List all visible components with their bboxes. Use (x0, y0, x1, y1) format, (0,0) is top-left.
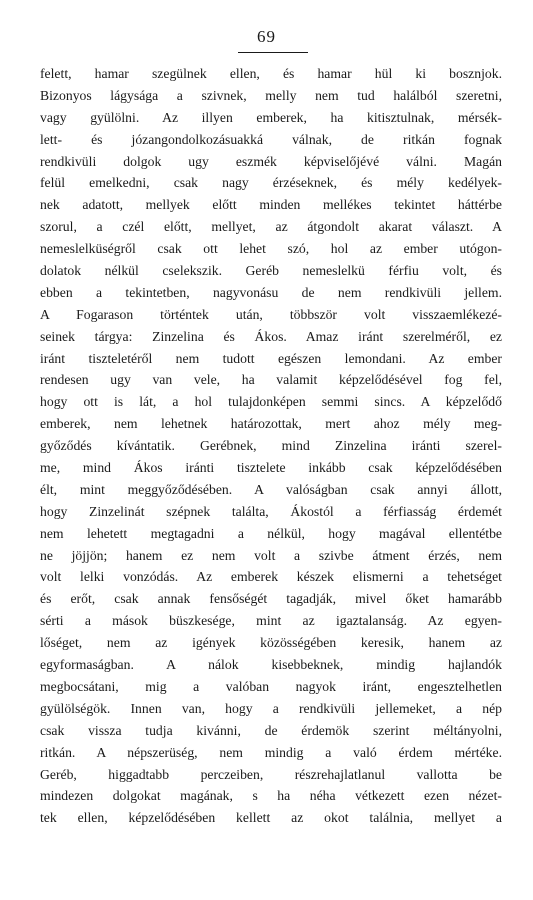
body-text (40, 63, 502, 829)
text-line: hogy Zinzelinát szépnek találta, Ákostól a férfiasság érdemét (40, 503, 502, 519)
text-line: tek ellen, képzelődésében kellett az okot találnia, mellyet a (40, 810, 502, 826)
text-line: mindezen dolgokat magának, s ha néha vétkezett ezen nézet- (40, 788, 502, 804)
text-line: és erőt, csak annak fensőségét tagadják, mivel őket hamarább (40, 591, 502, 607)
text-line: ne jöjjön; hanem ez nem volt a szivbe átment érzés, nem (40, 547, 502, 563)
text-line: hogy ott is lát, a hol tulajdonképen semmi sincs. A képzelődő (40, 394, 502, 410)
text-line: lőséget, nem az igények közösségében keresik, hanem az (40, 635, 502, 651)
text-line: szorul, a czél előtt, mellyet, az átgondolt akarat választ. A (40, 219, 502, 235)
text-line: csak vissza tudja kivánni, de érdemök szerint méltányolni, (40, 722, 502, 738)
text-line: me, mind Ákos iránti tisztelete inkább csak képzelődésében (40, 460, 502, 476)
page-number: 69 (257, 27, 276, 46)
text-line: volt lelki vonzódás. Az emberek készek elismerni a tehetséget (40, 569, 502, 585)
text-line: élt, mint meggyőződésében. A valóságban csak annyi állott, (40, 481, 502, 497)
text-line: ritkán. A népszerüség, nem mindig a való érdem mértéke. (40, 744, 502, 760)
text-line: felett, hamar szegülnek ellen, és hamar hül ki bosznjok. (40, 66, 502, 81)
text-line: dolatok nélkül cselekszik. Geréb nemeslelkü férfiu volt, és (40, 263, 502, 279)
text-line: ebben a tekintetben, nagyvonásu de nem rendkivüli jellem. (40, 284, 502, 300)
text-line: lett- és józangondolkozásuakká válnak, de ritkán fognak (40, 131, 502, 147)
text-line: nemeslelküségről csak ott lehet szó, hol az ember utógon- (40, 241, 502, 257)
text-line: seinek tárgya: Zinzelina és Ákos. Amaz iránt szerelméről, ez (40, 328, 502, 344)
text-line: iránt tiszteletéről nem tudott egészen lemondani. Az ember (40, 350, 502, 366)
text-line: felül emelkedni, csak nagy érzéseknek, és mély kedélyek- (40, 175, 502, 191)
text-line: Geréb, higgadtabb perczeiben, részrehajlatlanul vallotta be (40, 766, 502, 782)
header-rule (238, 52, 308, 53)
text-line: megbocsátani, mig a valóban nagyok iránt, engesztelhetlen (40, 678, 502, 694)
text-line: sérti a mások büszkesége, mint az igaztalanság. Az egyen- (40, 613, 502, 629)
text-line: egyformaságban. A nálok kisebbeknek, mindig hajlandók (40, 657, 502, 673)
text-line: Bizonyos lágysága a szivnek, melly nem tud halálból szeretni, (40, 87, 502, 103)
text-line: nem lehetett megtagadni a nélkül, hogy magával ellentétbe (40, 525, 502, 541)
text-line: emberek, nem lehetnek határozottak, mert ahoz mély meg- (40, 416, 502, 432)
text-line: A Fogarason történtek után, többször volt visszaemlékezé- (40, 306, 502, 322)
text-line: nek adatott, mellyek előtt minden mellékes tekintet háttérbe (40, 197, 502, 213)
text-line: rendesen ugy van vele, ha valamit képzelődésével fog fel, (40, 372, 502, 388)
text-line: vagy gyülölni. Az illyen emberek, ha kitisztulnak, mérsék- (40, 109, 502, 125)
text-line: rendkivüli dolgok ugy eszmék képviselőjévé válni. Magán (40, 153, 502, 169)
text-line: gyülölségök. Innen van, hogy a rendkivüli jellemeket, a nép (40, 700, 502, 716)
text-line: győződés kívántatik. Gerébnek, mind Zinzelina iránti szerel- (40, 438, 502, 454)
